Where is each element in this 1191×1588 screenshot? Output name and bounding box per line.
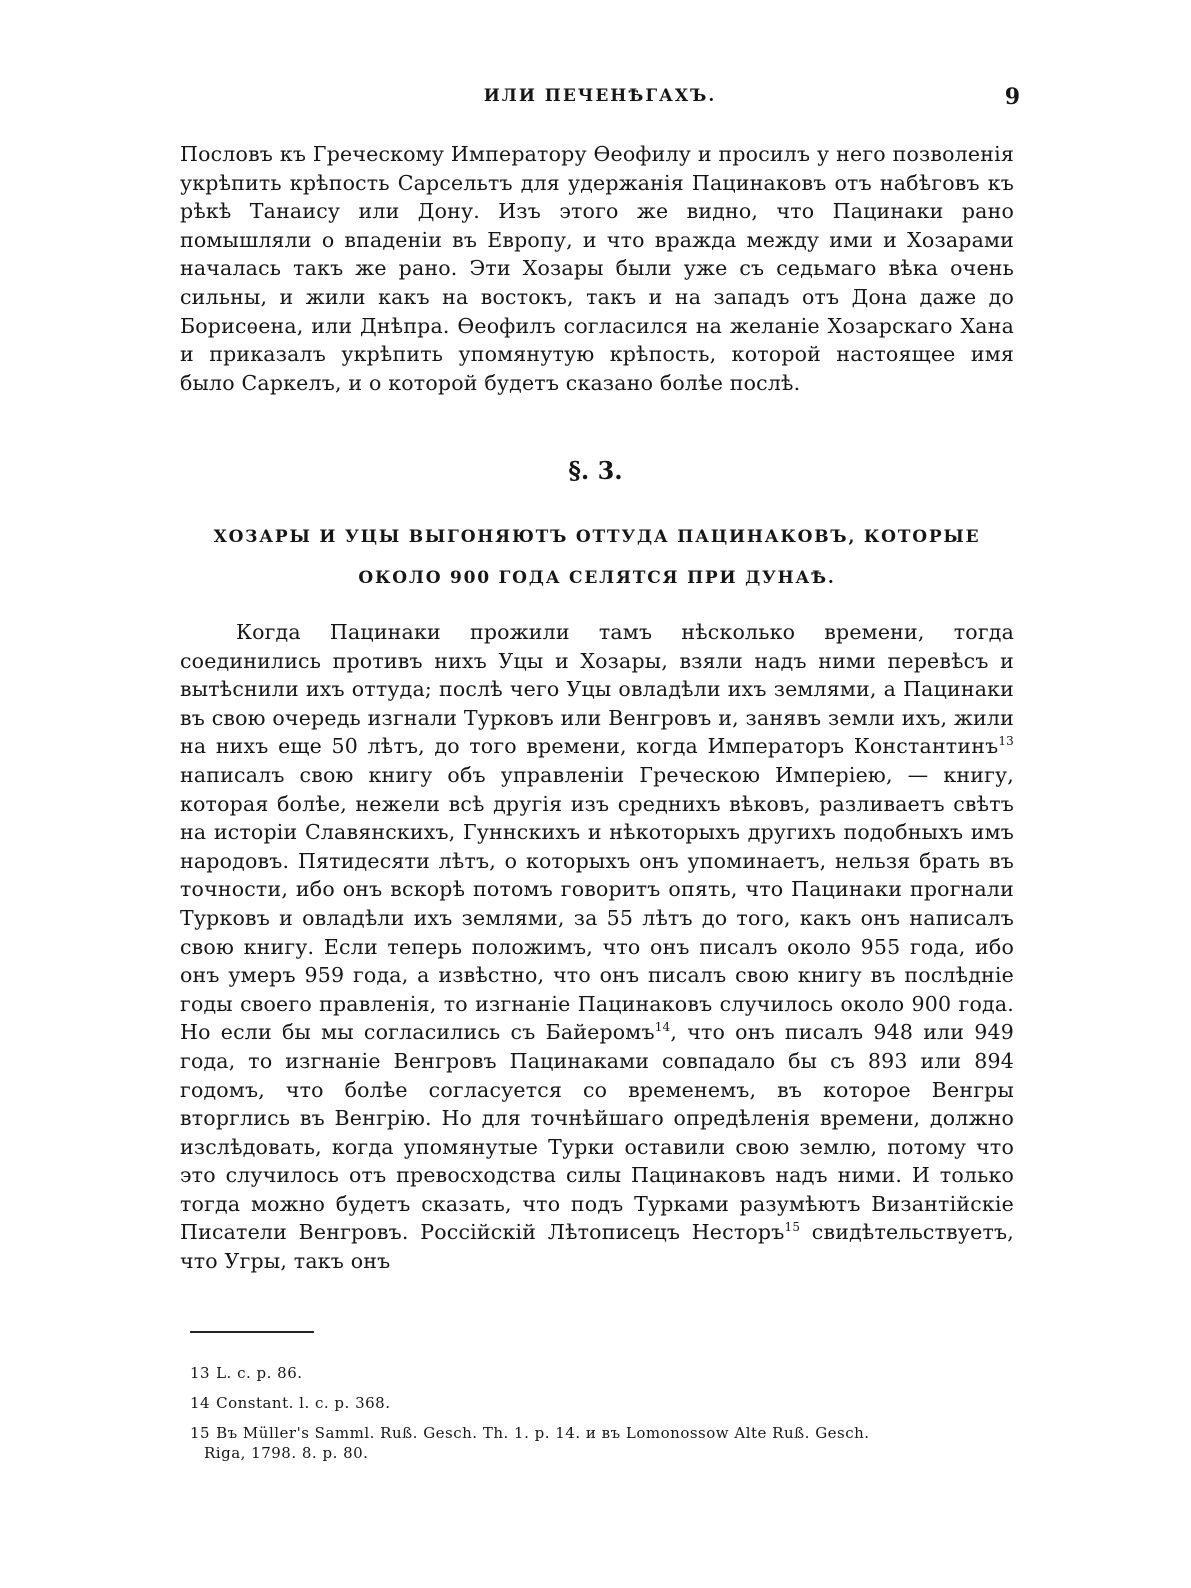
footnote-15	[190, 1423, 1020, 1463]
section-heading-line1: ХОЗАРЫ И УЦЫ ВЫГОНЯЮТЪ ОТТУДА ПАЦИНАКОВЪ, КОТОРЫЕ	[213, 527, 981, 547]
footnote-number: 13	[190, 1364, 211, 1382]
paragraph-main	[180, 618, 1014, 1276]
paragraph-text: , что онъ писалъ 948 или 949 года, то изгнаніе Венгровъ Пацинаками совпадало бы съ 893 или 894 годомъ, что болѣе согласуется со временемъ, въ которое Венгры вторглись въ Венгрію. Но для точнѣйшаго опредѣленія времени, должно изслѣдовать, когда упомянутые Турки оставили свою землю, потому что это случилось отъ превосходства силы Пацинаковъ надъ ними. И только тогда можно будетъ сказать, что подъ Турками разумѣютъ Византійскіе Писатели Венгровъ. Россійскій Лѣтописецъ Несторъ	[180, 1020, 1014, 1245]
footnote-text: Constant. l. c. p. 368.	[216, 1394, 391, 1412]
paragraph-continuation: Пословъ къ Греческому Императору Ѳеофилу и просилъ у него позволенія укрѣпить крѣпость Сарсельтъ для удержанія Пацинаковъ отъ набѣговъ къ рѣкѣ Танаису или Дону. Изъ этого же видно, что Пацинаки рано помышляли о впаденіи въ Европу, и что вражда между ими и Хозарами началась такъ же рано. Эти Хозары были уже съ седьмаго вѣка очень сильны, и жили какъ на востокъ, такъ и на западъ отъ Дона даже до Борисѳена, или Днѣпра. Ѳеофилъ согласился на желаніе Хозарскаго Хана и приказалъ укрѣпить упомянутую крѣпость, которой настоящее имя было Саркелъ, и о которой будетъ сказано болѣе послѣ.	[180, 142, 1014, 395]
footnote-divider	[190, 1331, 314, 1333]
footnote-ref-13[interactable]: 13	[998, 734, 1014, 749]
footnote-text-continuation: Riga, 1798. 8. p. 80.	[204, 1444, 369, 1462]
paragraph-text: свидѣтельствуетъ, что Угры, такъ онъ	[180, 1220, 1014, 1274]
paragraph-text: Когда Пацинаки прожили тамъ нѣсколько времени, тогда соединились противъ нихъ Уцы и Хозары, взяли надъ ними перевѣсъ и вытѣснили ихъ оттуда; послѣ чего Уцы овладѣли ихъ землями, а Пацинаки въ свою очередь изгнали Турковъ или Венгровъ и, занявъ земли ихъ, жили на нихъ еще 50 лѣтъ, до того времени, когда Императоръ Константинъ	[180, 620, 1014, 759]
footnote-13	[190, 1363, 1020, 1383]
footnote-ref-14[interactable]: 14	[654, 1020, 671, 1035]
running-title: ИЛИ ПЕЧЕНѢГАХЪ.	[483, 86, 717, 106]
running-head	[180, 86, 1020, 116]
footnote-ref-15[interactable]: 15	[784, 1220, 801, 1235]
footnotes	[190, 1363, 1020, 1473]
footnote-number: 15	[190, 1424, 211, 1442]
footnote-number: 14	[190, 1394, 211, 1412]
footnote-text: Въ Müller's Samml. Ruß. Gesch. Th. 1. p. 14. и въ Lomonossow Alte Ruß. Gesch.	[216, 1424, 870, 1442]
footnote-14	[190, 1393, 1020, 1413]
paragraph-text: написалъ свою книгу объ управленіи Греческою Имперіею, — книгу, которая болѣе, нежели всѣ другія изъ среднихъ вѣковъ, разливаетъ свѣтъ на исторіи Славянскихъ, Гуннскихъ и нѣкоторыхъ другихъ подобныхъ имъ народовъ. Пятидесяти лѣтъ, о которыхъ онъ упоминаетъ, нельзя брать въ точности, ибо онъ вскорѣ потомъ говоритъ опять, что Пацинаки прогнали Турковъ и овладѣли ихъ землями, за 55 лѣтъ до того, какъ онъ написалъ свою книгу. Если теперь положимъ, что онъ писалъ около 955 года, ибо онъ умеръ 959 года, а извѣстно, что онъ писалъ свою книгу въ послѣдніе годы своего правленія, то изгнаніе Пацинаковъ случилось около 900 года. Но если бы мы согласились съ Байеромъ	[180, 762, 1014, 1045]
section-heading-line2: ОКОЛО 900 ГОДА СЕЛЯТСЯ ПРИ ДУНАѢ.	[358, 568, 836, 588]
section-mark: §. 3.	[568, 456, 623, 485]
footnote-text: L. c. p. 86.	[216, 1364, 303, 1382]
page-number: 9	[1004, 84, 1020, 110]
